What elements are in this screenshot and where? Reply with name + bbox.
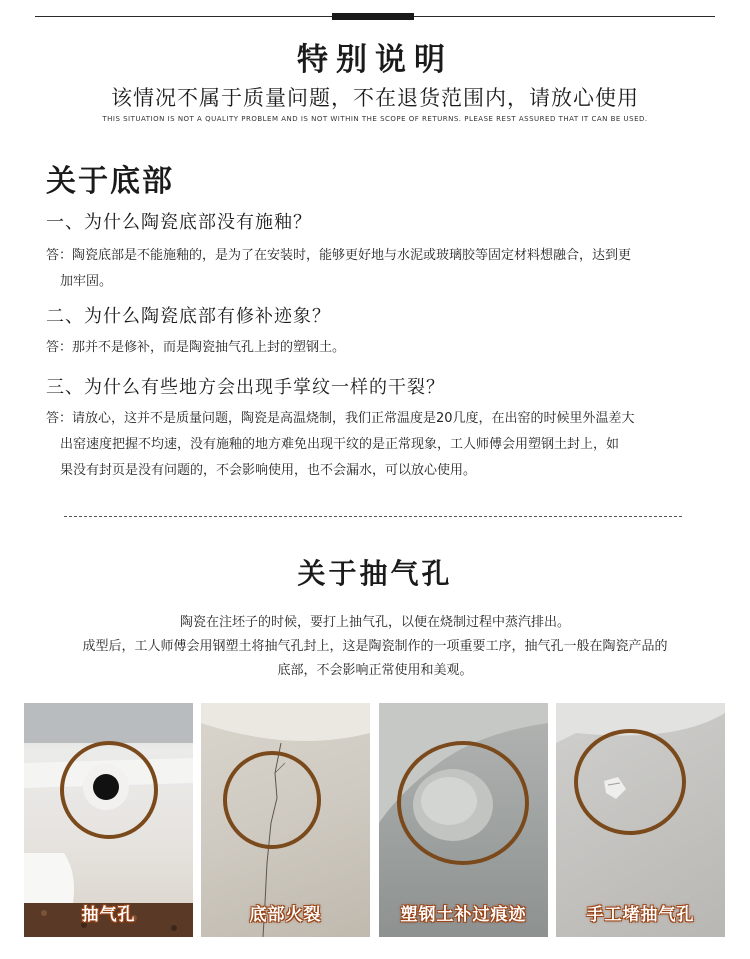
vent-paragraph-line-2: 成型后，工人师傅会用钢塑土将抽气孔封上，这是陶瓷制作的一项重要工序，抽气孔一般在陶瓷产品的 xyxy=(82,639,668,654)
question-1: 一、为什么陶瓷底部没有施釉？ xyxy=(46,212,312,233)
page-title: 特别说明 xyxy=(297,42,453,78)
photo-caption-patch: 塑钢土补过痕迹 xyxy=(400,905,527,925)
answer-1 xyxy=(46,243,716,295)
vent-hole-photo xyxy=(24,703,193,937)
photo-caption-vent-hole: 抽气孔 xyxy=(81,905,136,925)
answer-1-line-1: 答：陶瓷底部是不能施釉的，是为了在安装时，能够更好地与水泥或玻璃胶等固定材料想融合，达到更 xyxy=(46,248,632,263)
page-subtitle-english: THIS SITUATION IS NOT A QUALITY PROBLEM AND IS NOT WITHIN THE SCOPE OF RETURNS. PLEASE REST ASSURED THAT IT CAN BE USED. xyxy=(102,115,648,123)
answer-3-line-2: 出窑速度把握不均速，没有施釉的地方难免出现干纹的是正常现象，工人师傅会用塑钢土封上，如 xyxy=(60,437,620,452)
answer-1-line-2: 加牢固。 xyxy=(60,274,113,289)
bottom-section-title: 关于底部 xyxy=(46,164,174,199)
question-2: 二、为什么陶瓷底部有修补迹象？ xyxy=(46,306,331,327)
patch-photo xyxy=(379,703,548,937)
highlight-ring xyxy=(574,729,686,835)
vent-section-title: 关于抽气孔 xyxy=(297,557,453,590)
page-subtitle: 该情况不属于质量问题，不在退货范围内，请放心使用 xyxy=(111,86,639,110)
question-3: 三、为什么有些地方会出现手掌纹一样的干裂？ xyxy=(46,377,445,398)
highlight-ring xyxy=(223,751,321,849)
header-accent-bar xyxy=(332,13,414,20)
section-divider xyxy=(64,516,682,517)
vent-paragraph-line-1: 陶瓷在注坯子的时候，要打上抽气孔，以便在烧制过程中蒸汽排出。 xyxy=(179,615,570,630)
photo-caption-crack: 底部火裂 xyxy=(249,905,322,925)
highlight-ring xyxy=(397,741,529,865)
answer-3-line-3: 果没有封页是没有问题的，不会影响使用，也不会漏水，可以放心使用。 xyxy=(60,463,477,478)
vent-paragraph-line-3: 底部，不会影响正常使用和美观。 xyxy=(277,663,473,678)
highlight-ring xyxy=(60,741,158,839)
answer-3 xyxy=(46,406,716,484)
answer-2 xyxy=(46,335,716,361)
answer-3-line-1: 答：请放心，这并不是质量问题，陶瓷是高温烧制，我们正常温度是20几度，在出窑的时候里外温差大 xyxy=(46,411,635,426)
manual-seal-photo xyxy=(556,703,725,937)
photo-caption-manual-seal: 手工堵抽气孔 xyxy=(586,905,695,925)
answer-2-line-1: 答：那并不是修补，而是陶瓷抽气孔上封的塑钢土。 xyxy=(46,340,346,355)
crack-photo xyxy=(201,703,370,937)
